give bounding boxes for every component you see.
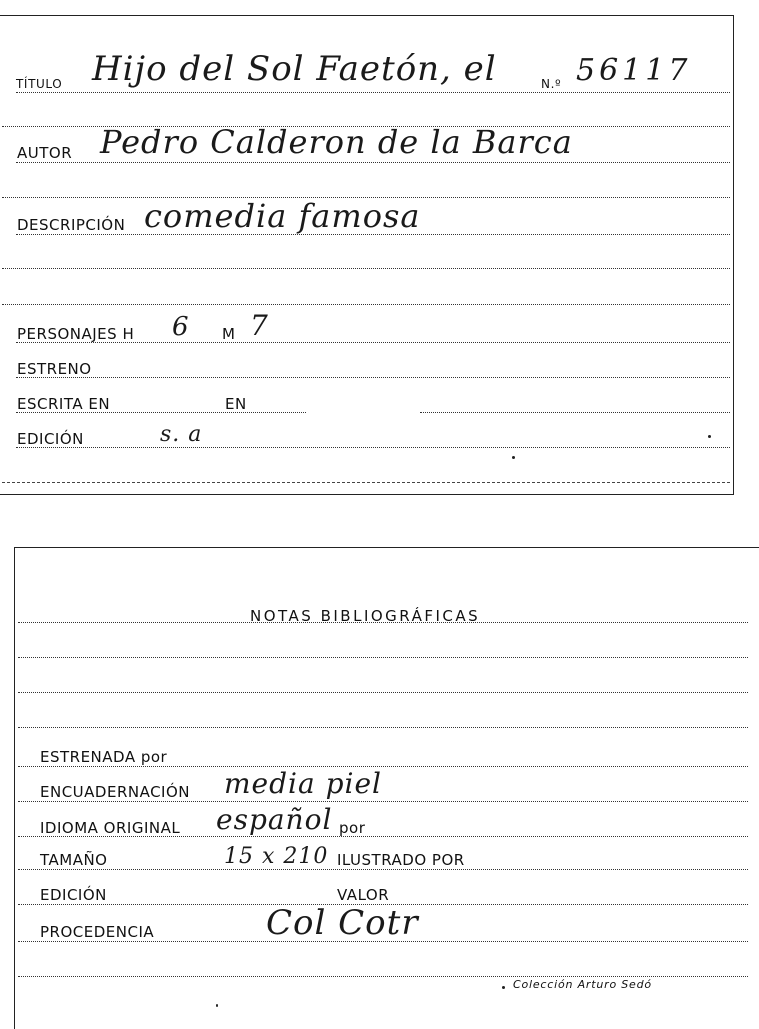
scan-speck — [708, 435, 711, 438]
edicion-notes-label: EDICIÓN — [40, 886, 107, 904]
estreno-label: ESTRENO — [17, 360, 92, 378]
procedencia-label: PROCEDENCIA — [40, 923, 155, 941]
escrita-line-2 — [420, 412, 730, 413]
scan-speck — [216, 1004, 218, 1007]
notes-title: NOTAS BIBLIOGRÁFICAS — [250, 607, 481, 625]
titulo-line — [16, 92, 730, 93]
tamano-line — [18, 869, 748, 870]
escrita-label: ESCRITA EN — [17, 395, 111, 413]
rule-line — [2, 268, 730, 269]
notes-line — [18, 657, 748, 658]
idioma-line — [18, 836, 748, 837]
escrita-line-1 — [16, 412, 306, 413]
tamano-label: TAMAÑO — [40, 851, 108, 869]
autor-value: Pedro Calderon de la Barca — [100, 123, 573, 161]
idioma-value: español — [216, 803, 333, 836]
descripcion-label: DESCRIPCIÓN — [17, 216, 126, 234]
edicion-label: EDICIÓN — [17, 430, 84, 448]
edicion-line — [16, 447, 730, 448]
numero-value: 56117 — [576, 53, 692, 88]
estrenada-label: ESTRENADA por — [40, 748, 168, 766]
notes-line — [18, 622, 748, 623]
notes-line — [18, 692, 748, 693]
numero-label: N.º — [541, 77, 562, 91]
estreno-line — [16, 377, 730, 378]
encuadernacion-label: ENCUADERNACIÓN — [40, 783, 191, 801]
tamano-value: 15 x 210 — [224, 844, 329, 869]
procedencia-line — [18, 941, 748, 942]
notes-line — [18, 727, 748, 728]
descripcion-line — [16, 234, 730, 235]
autor-line — [16, 162, 730, 163]
personajes-m-value: 7 — [250, 309, 269, 342]
ilustrado-label: ILUSTRADO POR — [337, 851, 465, 869]
notes-line — [18, 976, 748, 977]
footer-collection: Colección Arturo Sedó — [513, 978, 652, 991]
escrita-en-label: EN — [225, 395, 247, 413]
encuadernacion-value: media piel — [224, 767, 382, 800]
descripcion-value: comedia famosa — [144, 197, 421, 235]
encuadernacion-line — [18, 801, 748, 802]
scan-speck — [512, 456, 515, 459]
autor-label: AUTOR — [17, 144, 73, 162]
procedencia-value: Col Cotr — [266, 903, 419, 943]
personajes-label: PERSONAJES H — [17, 325, 135, 343]
valor-label: VALOR — [337, 886, 390, 904]
idioma-por-label: por — [339, 819, 366, 837]
scan-speck — [502, 986, 505, 989]
rule-line — [2, 482, 730, 483]
personajes-h-value: 6 — [172, 312, 190, 342]
rule-line — [2, 304, 730, 305]
titulo-value: Hijo del Sol Faetón, el — [92, 49, 497, 89]
personajes-m-label: M — [222, 325, 236, 343]
idioma-label: IDIOMA ORIGINAL — [40, 819, 181, 837]
edicion-value: s. a — [160, 422, 203, 447]
titulo-label: TÍTULO — [16, 77, 63, 91]
estrenada-line — [18, 766, 748, 767]
personajes-line — [16, 342, 730, 343]
